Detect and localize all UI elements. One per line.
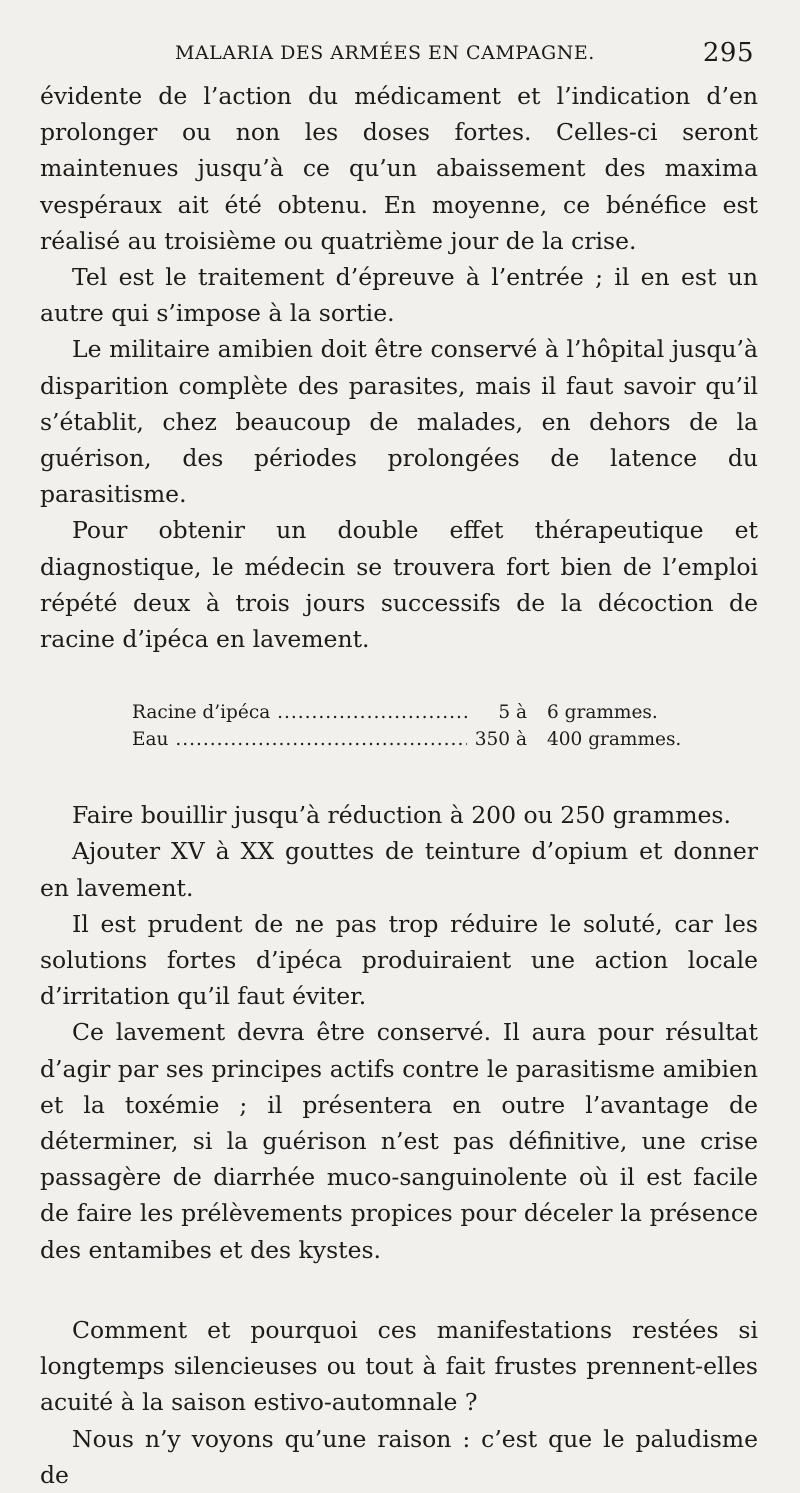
paragraph: Ajouter XV à XX gouttes de teinture d’opium et donner en lavement. bbox=[40, 837, 758, 902]
paragraph: Nous n’y voyons qu’une raison : c’est que le paludisme de bbox=[40, 1424, 758, 1489]
paragraph: évidente de l’action du médicament et l’indication d’en prolonger ou non les doses fortes. Celles-ci seront maintenues jusqu’à ce qu’un abaissement des maxima vespéraux ait été obtenu. En moyenne, ce bénéfice est réalisé au troisième ou quatrième jour de la crise. bbox=[40, 82, 758, 255]
page-body bbox=[40, 78, 758, 1493]
paragraph: Le militaire amibien doit être conservé à l’hôpital jusqu’à disparition complète des parasites, mais il faut savoir qu’il s’établit, chez beaucoup de malades, en dehors de la guérison, des périodes prolongées de latence du parasitisme. bbox=[40, 335, 758, 509]
recipe-row bbox=[132, 699, 758, 726]
recipe-unit: 400 grammes. bbox=[547, 729, 682, 751]
recipe-quantity: 350 à bbox=[474, 729, 527, 751]
paragraph: Tel est le traitement d’épreuve à l’entrée ; il en est un autre qui s’impose à la sortie. bbox=[40, 263, 758, 328]
running-title: MALARIA DES ARMÉES EN CAMPAGNE. bbox=[175, 42, 595, 64]
recipe-unit: 6 grammes. bbox=[547, 702, 658, 724]
paragraph: Pour obtenir un double effet thérapeutique et diagnostique, le médecin se trouvera fort bien de l’emploi répété deux à trois jours successifs de la décoction de racine d’ipéca en lavement. bbox=[40, 516, 758, 654]
page-header bbox=[175, 38, 760, 66]
paragraph: Comment et pourquoi ces manifestations restées si longtemps silencieuses ou tout à fait frustes prennent-elles acuité à la saison estivo-automnale ? bbox=[40, 1315, 758, 1417]
recipe-row bbox=[132, 726, 758, 753]
recipe-ingredient: Eau ..... bbox=[132, 726, 467, 753]
recipe-table bbox=[132, 699, 758, 753]
paragraph: Faire bouillir jusqu’à réduction à 200 ou 250 grammes. bbox=[72, 801, 731, 830]
paragraph: Il est prudent de ne pas trop réduire le soluté, car les solutions fortes d’ipéca produiraient une action locale d’irritation qu’il faut éviter. bbox=[40, 909, 758, 1011]
recipe-ingredient: Racine d’ipéca ..... bbox=[132, 699, 467, 726]
page-number: 295 bbox=[702, 38, 754, 68]
recipe-quantity: 5 à bbox=[498, 702, 527, 724]
paragraph: Ce lavement devra être conservé. Il aura pour résultat d’agir par ses principes actifs contre le parasitisme amibien et la toxémie ; il présentera en outre l’avantage de déterminer, si la guérison n’est pas définitive, une crise passagère de diarrhée muco-sanguinolente où il est facile de faire les prélèvements propices pour déceler la présence des entamibes et des kystes. bbox=[40, 1018, 758, 1264]
